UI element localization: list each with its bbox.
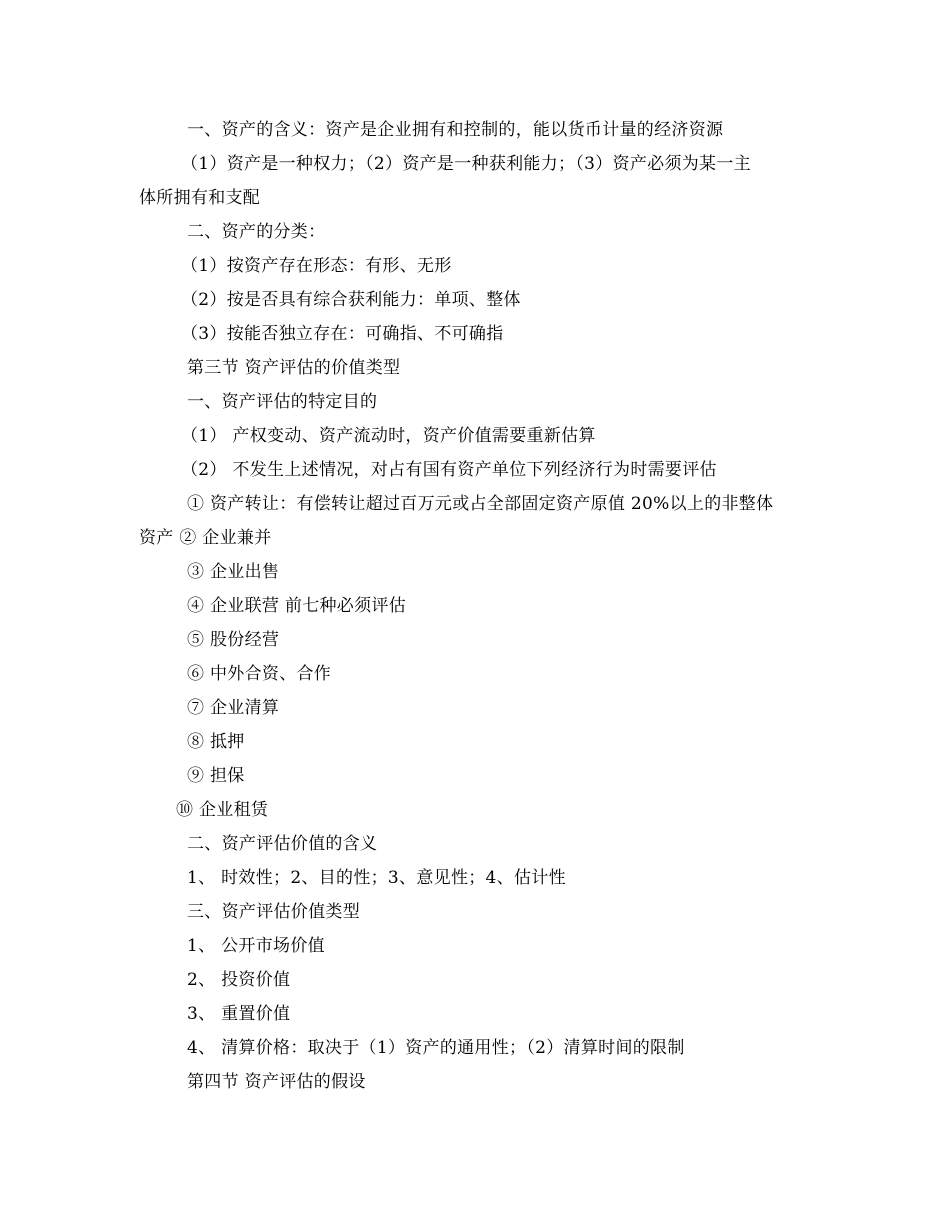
list-item-value-type-4: 4、 清算价格：取决于（1）资产的通用性；（2）清算时间的限制	[187, 1038, 685, 1058]
paragraph-asset-traits-cont: 体所拥有和支配	[139, 188, 261, 208]
list-item-circled-9: ⑨ 担保	[187, 766, 245, 786]
heading-asset-definition: 一、资产的含义：资产是企业拥有和控制的，能以货币计量的经济资源	[187, 120, 724, 140]
heading-value-types: 三、资产评估价值类型	[187, 902, 360, 922]
heading-specific-purpose: 一、资产评估的特定目的	[187, 392, 378, 412]
list-item-circled-3: ③ 企业出售	[187, 562, 280, 582]
section-heading-3: 第三节 资产评估的价值类型	[187, 358, 401, 378]
list-item-circled-6: ⑥ 中外合资、合作	[187, 664, 332, 684]
list-item-value-type-3: 3、 重置价值	[187, 1004, 291, 1024]
heading-value-meaning: 二、资产评估价值的含义	[187, 834, 378, 854]
section-heading-4: 第四节 资产评估的假设	[187, 1072, 366, 1092]
list-item-value-type-1: 1、 公开市场价值	[187, 936, 325, 956]
list-item-circled-10: ⑩ 企业租赁	[176, 800, 269, 820]
list-item-purpose-1: （1） 产权变动、资产流动时，资产价值需要重新估算	[181, 426, 596, 446]
list-item-classification-1: （1）按资产存在形态：有形、无形	[181, 256, 452, 276]
list-item-value-type-2: 2、 投资价值	[187, 970, 291, 990]
list-item-circled-5: ⑤ 股份经营	[187, 630, 280, 650]
heading-asset-classification: 二、资产的分类：	[187, 222, 326, 242]
list-item-circled-2: 资产 ② 企业兼并	[139, 528, 272, 548]
paragraph-value-traits: 1、 时效性；2、目的性；3、意见性；4、估计性	[187, 868, 566, 888]
list-item-purpose-2: （2） 不发生上述情况，对占有国有资产单位下列经济行为时需要评估	[181, 460, 717, 480]
list-item-circled-1: ① 资产转让：有偿转让超过百万元或占全部固定资产原值 20%以上的非整体	[187, 494, 774, 514]
list-item-circled-4: ④ 企业联营 前七种必须评估	[187, 596, 407, 616]
list-item-circled-8: ⑧ 抵押	[187, 732, 245, 752]
list-item-classification-2: （2）按是否具有综合获利能力：单项、整体	[181, 290, 521, 310]
list-item-circled-7: ⑦ 企业清算	[187, 698, 280, 718]
list-item-classification-3: （3）按能否独立存在：可确指、不可确指	[181, 324, 504, 344]
paragraph-asset-traits: （1）资产是一种权力；（2）资产是一种获利能力；（3）资产必须为某一主	[181, 154, 751, 174]
